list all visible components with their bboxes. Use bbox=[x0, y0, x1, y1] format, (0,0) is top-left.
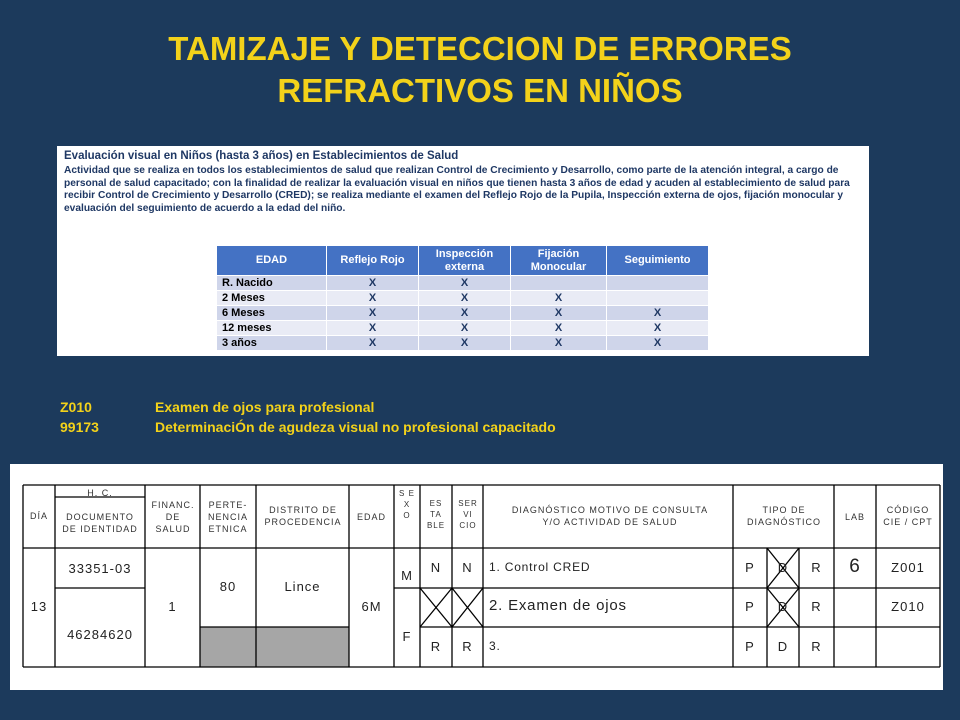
slide-title bbox=[0, 28, 960, 112]
field-estable-3[interactable]: R bbox=[430, 639, 442, 654]
table-cell: X bbox=[511, 306, 607, 321]
row-label: R. Nacido bbox=[217, 276, 327, 291]
field-pertenencia[interactable]: 80 bbox=[219, 579, 237, 594]
field-codigo-2[interactable]: Z010 bbox=[891, 599, 925, 614]
his-registration-form bbox=[10, 464, 943, 690]
header-documento: DOCUMENTO DE IDENTIDAD bbox=[62, 512, 138, 534]
field-diagnostico-1[interactable]: 1. Control CRED bbox=[489, 560, 591, 574]
evaluation-info-panel bbox=[57, 146, 869, 356]
header-inspeccion-externa: Inspección externa bbox=[419, 246, 511, 276]
table-cell bbox=[511, 276, 607, 291]
header-hc: H. C. bbox=[87, 488, 113, 498]
table-cell bbox=[607, 276, 709, 291]
evaluation-schedule-table bbox=[216, 245, 709, 351]
field-sexo-f[interactable]: F bbox=[402, 629, 412, 644]
field-tipo-p-3[interactable]: P bbox=[745, 639, 755, 654]
table-cell bbox=[607, 291, 709, 306]
table-row bbox=[217, 306, 709, 321]
field-diagnostico-3[interactable]: 3. bbox=[489, 639, 501, 653]
row-label: 3 años bbox=[217, 336, 327, 351]
code-description: Examen de ojos para profesional bbox=[155, 399, 375, 415]
row-label: 12 meses bbox=[217, 321, 327, 336]
table-cell: X bbox=[419, 306, 511, 321]
table-cell: X bbox=[327, 276, 419, 291]
codes-legend bbox=[60, 397, 556, 437]
table-cell: X bbox=[607, 336, 709, 351]
field-estable-1[interactable]: N bbox=[430, 560, 442, 575]
header-dia: DÍA bbox=[29, 511, 48, 521]
table-cell: X bbox=[419, 321, 511, 336]
field-hc[interactable]: 33351-03 bbox=[68, 561, 132, 576]
row-label: 6 Meses bbox=[217, 306, 327, 321]
field-tipo-r-2[interactable]: R bbox=[811, 599, 822, 614]
header-financ: FINANC. DE SALUD bbox=[151, 500, 195, 534]
header-sexo: S E X O bbox=[399, 489, 415, 520]
field-documento[interactable]: 46284620 bbox=[67, 627, 133, 642]
header-establecimiento: ES TA BLE bbox=[426, 499, 446, 530]
header-servicio: SER VI CIO bbox=[458, 499, 478, 530]
header-reflejo-rojo: Reflejo Rojo bbox=[327, 246, 419, 276]
table-row bbox=[217, 321, 709, 336]
table-cell: X bbox=[419, 291, 511, 306]
header-edad: EDAD bbox=[217, 246, 327, 276]
panel-title: Evaluación visual en Niños (hasta 3 años) en Establecimientos de Salud bbox=[64, 150, 459, 162]
header-distrito: DISTRITO DE PROCEDENCIA bbox=[264, 505, 342, 527]
field-tipo-d-1[interactable]: D bbox=[777, 560, 789, 575]
field-lab-1[interactable]: 6 bbox=[849, 556, 861, 577]
field-codigo-1[interactable]: Z001 bbox=[891, 560, 925, 575]
code-description: DeterminaciÓn de agudeza visual no profesional capacitado bbox=[155, 419, 556, 435]
row-label: 2 Meses bbox=[217, 291, 327, 306]
field-sexo-m[interactable]: M bbox=[401, 568, 413, 583]
header-seguimiento: Seguimiento bbox=[607, 246, 709, 276]
schedule-header-row bbox=[217, 246, 709, 276]
field-servicio-1[interactable]: N bbox=[462, 560, 473, 575]
table-cell: X bbox=[607, 306, 709, 321]
field-distrito[interactable]: Lince bbox=[284, 579, 321, 594]
field-servicio-3[interactable]: R bbox=[462, 639, 473, 654]
header-tipo-diagnostico: TIPO DE DIAGNÓSTICO bbox=[746, 505, 821, 527]
table-cell: X bbox=[327, 336, 419, 351]
table-cell: X bbox=[327, 291, 419, 306]
code-row bbox=[60, 397, 556, 417]
field-tipo-p-2[interactable]: P bbox=[745, 599, 755, 614]
header-diagnostico: DIAGNÓSTICO MOTIVO DE CONSULTA Y/O ACTIVIDAD DE SALUD bbox=[511, 505, 709, 527]
field-tipo-r-3[interactable]: R bbox=[811, 639, 822, 654]
title-line-2: REFRACTIVOS EN NIÑOS bbox=[277, 72, 683, 109]
table-cell: X bbox=[327, 306, 419, 321]
code-row bbox=[60, 417, 556, 437]
table-row bbox=[217, 276, 709, 291]
header-edad: EDAD bbox=[356, 512, 386, 522]
header-fijacion-monocular: Fijación Monocular bbox=[511, 246, 607, 276]
table-cell: X bbox=[419, 336, 511, 351]
field-dia[interactable]: 13 bbox=[30, 599, 48, 614]
table-cell: X bbox=[511, 291, 607, 306]
header-lab: LAB bbox=[844, 512, 865, 522]
field-financ[interactable]: 1 bbox=[168, 599, 177, 614]
field-tipo-d-3[interactable]: D bbox=[777, 639, 789, 654]
field-tipo-d-2[interactable]: D bbox=[777, 599, 789, 614]
field-tipo-p-1[interactable]: P bbox=[745, 560, 755, 575]
header-codigo: CÓDIGO CIE / CPT bbox=[883, 505, 933, 527]
title-line-1: TAMIZAJE Y DETECCION DE ERRORES bbox=[168, 30, 792, 67]
code-value: 99173 bbox=[60, 419, 99, 435]
table-cell: X bbox=[419, 276, 511, 291]
table-cell: X bbox=[607, 321, 709, 336]
table-row bbox=[217, 336, 709, 351]
code-value: Z010 bbox=[60, 399, 92, 415]
panel-description: Actividad que se realiza en todos los establecimientos de salud que realizan Control de Crecimiento y Desarrollo, como parte de la atención integral, a cargo de personal de salud capacitado; con la finalidad de realizar la evaluación visual en niños que tienen hasta 3 años de edad y acuden al establecimiento de salud para recibir Control de Crecimiento y Desarrollo (CRED); se realiza mediante el examen del Reflejo Rojo de la Pupila, Inspección externa de ojos, fijación monocular y evaluación del seguimiento de acuerdo a la edad del niño. bbox=[64, 165, 850, 214]
table-cell: X bbox=[511, 336, 607, 351]
field-tipo-r-1[interactable]: R bbox=[811, 560, 822, 575]
table-cell: X bbox=[511, 321, 607, 336]
field-edad[interactable]: 6M bbox=[361, 599, 382, 614]
table-cell: X bbox=[327, 321, 419, 336]
table-row bbox=[217, 291, 709, 306]
field-diagnostico-2[interactable]: 2. Examen de ojos bbox=[489, 597, 627, 614]
header-pertenencia: PERTE- NENCIA ETNICA bbox=[207, 500, 248, 534]
